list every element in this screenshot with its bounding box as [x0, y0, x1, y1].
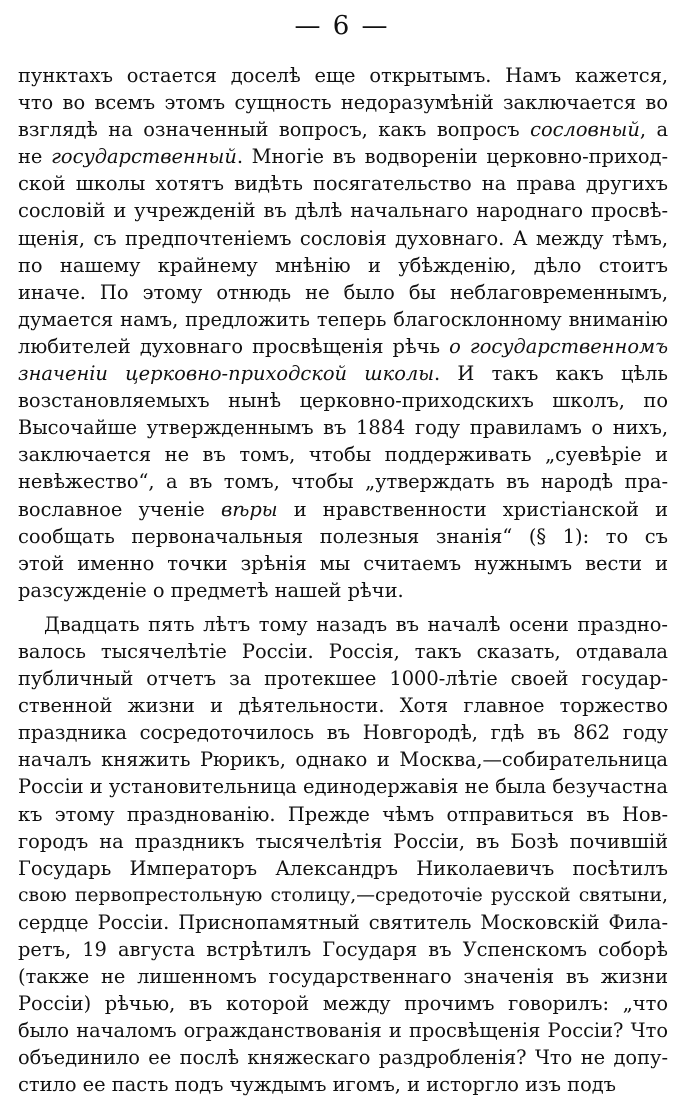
text-line	[18, 89, 668, 116]
text-line	[18, 801, 668, 828]
text-line	[18, 719, 668, 746]
text-line	[18, 170, 668, 197]
text-segment: стило ее пасть подъ чуждымъ игомъ, и исторгло изъ подъ	[18, 1073, 617, 1097]
text-segment: Россіи и установительница единодержавія не была безучастна	[18, 775, 668, 799]
text-line	[18, 1071, 668, 1098]
text-segment: праздника сосредоточилось въ Новгородѣ, гдѣ въ 862 году	[18, 721, 668, 745]
text-segment: и нравственности христіанской и	[277, 497, 668, 521]
text-line	[18, 441, 668, 468]
text-line	[18, 143, 668, 170]
text-line	[18, 936, 668, 963]
page-number: — 6 —	[294, 11, 390, 41]
text-line	[18, 279, 668, 306]
paragraph	[18, 62, 668, 604]
text-line	[18, 550, 668, 577]
text-line	[18, 963, 668, 990]
text-segment: Россіи) рѣчью, въ которой между прочимъ говорилъ: „что	[18, 992, 668, 1016]
text-line	[18, 577, 668, 604]
text-segment: Высочайше утвержденнымъ въ 1884 году правиламъ о нихъ,	[18, 416, 668, 440]
text-line	[18, 692, 668, 719]
text-segment: возстановляемыхъ нынѣ церковно-приходскихъ школъ, по	[18, 389, 668, 413]
text-segment: этой именно точки зрѣнія мы считаемъ нужнымъ вести и	[18, 551, 668, 575]
text-line	[18, 665, 668, 692]
text-segment: . И такъ какъ цѣль	[434, 362, 668, 386]
text-line	[18, 773, 668, 800]
text-segment: къ этому празднованію. Прежде чѣмъ отправиться въ Нов-	[18, 802, 668, 826]
text-line	[18, 468, 668, 495]
text-line	[18, 855, 668, 882]
text-line	[18, 496, 668, 523]
text-line	[18, 828, 668, 855]
text-segment: думается намъ, предложить теперь благосклонному вниманію	[18, 307, 668, 331]
text-segment: свою первопрестольную столицу,—средоточіе русской святыни,	[18, 884, 668, 906]
text-segment: любителей духовнаго просвѣщенія рѣчь	[18, 334, 450, 358]
text-line	[18, 611, 668, 638]
text-segment: заключается не въ томъ, чтобы поддерживать „суевѣріе и	[18, 443, 668, 467]
text-segment: городъ на праздникъ тысячелѣтія Россіи, въ Бозѣ почившій	[18, 829, 668, 853]
text-line	[18, 990, 668, 1017]
text-segment: разсужденіе о предметѣ нашей рѣчи.	[18, 578, 404, 602]
text-line	[18, 197, 668, 224]
text-segment: было началомъ огражданствованія и просвѣщенія Россіи? Что	[18, 1019, 668, 1043]
text-segment: сословій и учрежденій въ дѣлѣ начальнаго народнаго просвѣ-	[18, 199, 668, 223]
text-segment: вославное ученіе	[18, 497, 221, 521]
text-segment: Двадцать пять лѣтъ тому назадъ въ началѣ осени праздно-	[44, 612, 668, 636]
text-line	[18, 909, 668, 936]
text-segment: ской школы хотятъ видѣть посягательство на права другихъ	[18, 172, 668, 196]
text-segment: (также не лишенномъ государственнаго значенія въ жизни	[18, 965, 668, 989]
text-line	[18, 116, 668, 143]
text-line	[18, 225, 668, 252]
text-segment: ственной жизни и дѣятельности. Хотя главное торжество	[18, 694, 668, 718]
text-segment: сердце Россіи. Приснопамятный святитель Московскій Фила-	[18, 910, 668, 934]
text-line	[18, 62, 668, 89]
text-line	[18, 360, 668, 387]
text-line	[18, 414, 668, 441]
text-segment: невѣжество“, а въ томъ, чтобы „утверждать въ народѣ пра-	[18, 470, 668, 494]
text-line	[18, 523, 668, 550]
text-line	[18, 252, 668, 279]
text-segment: взглядѣ на означенный вопросъ, какъ вопросъ	[18, 118, 531, 142]
text-line	[18, 1017, 668, 1044]
text-segment: . Многіе въ водвореніи церковно-приход-	[236, 145, 668, 169]
italic-text: значеніи церковно-приходской школы	[18, 362, 435, 386]
text-segment: что во всемъ этомъ сущность недоразумѣній заключается во	[18, 91, 668, 115]
italic-text: государственный	[51, 145, 237, 169]
text-segment: объединило ее послѣ княжескаго раздробленія? Что не допу-	[18, 1046, 668, 1070]
italic-text: о государственномъ	[449, 334, 668, 358]
italic-text: сословный	[530, 118, 640, 142]
text-segment: по нашему крайнему мнѣнію и убѣжденію, дѣло стоитъ	[18, 253, 668, 277]
text-segment: пунктахъ остается доселѣ еще открытымъ. Намъ кажется,	[18, 64, 668, 87]
text-segment: сообщать первоначальныя полезныя знанія“ (§ 1): то съ	[18, 524, 668, 548]
text-segment: щенія, съ предпочтеніемъ сословія духовнаго. А между тѣмъ,	[18, 226, 668, 250]
text-segment: началъ княжить Рюрикъ, однако и Москва,—собирательница	[18, 748, 668, 772]
italic-text: вѣры	[220, 497, 278, 521]
text-segment: не	[18, 145, 52, 169]
text-segment: валось тысячелѣтіе Россіи. Россія, такъ сказать, отдавала	[18, 639, 668, 663]
body-text	[18, 62, 668, 1099]
text-line	[18, 882, 668, 909]
text-segment: , а	[639, 118, 668, 142]
text-line	[18, 746, 668, 773]
text-line	[18, 333, 668, 360]
text-line	[18, 306, 668, 333]
text-segment: иначе. По этому отнюдь не было бы неблаговременнымъ,	[18, 280, 668, 304]
text-line	[18, 638, 668, 665]
paragraph	[18, 611, 668, 1099]
text-line	[18, 1044, 668, 1071]
text-line	[18, 387, 668, 414]
text-segment: публичный отчетъ за протекшее 1000-лѣтіе своей государ-	[18, 667, 668, 691]
text-segment: ретъ, 19 августа встрѣтилъ Государя въ Успенскомъ соборѣ	[18, 938, 668, 961]
text-segment: Государь Императоръ Александръ Николаевичъ посѣтилъ	[18, 856, 668, 880]
